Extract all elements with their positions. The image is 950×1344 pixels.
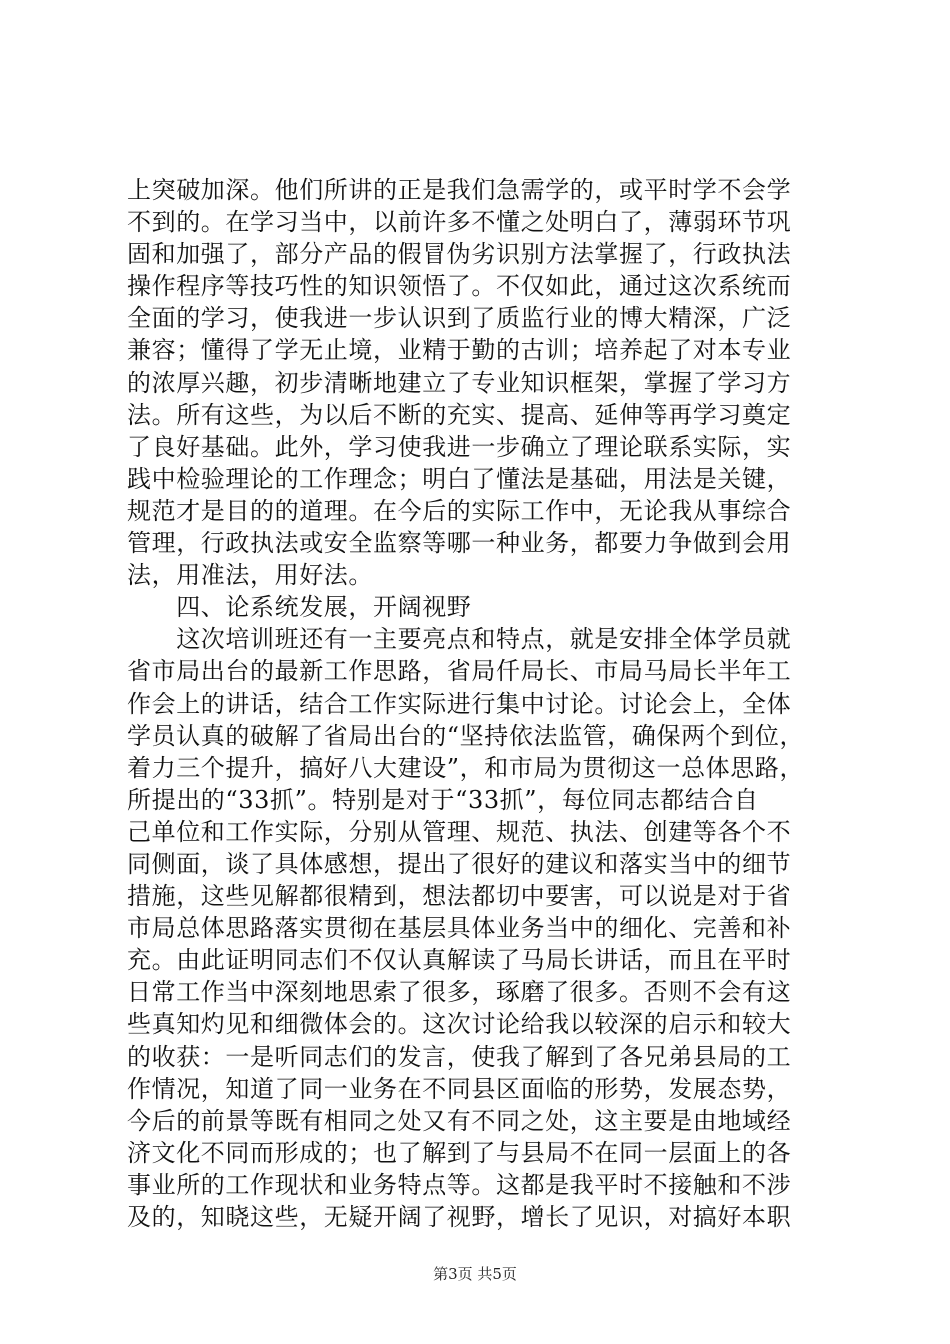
text-line: 操作程序等技巧性的知识领悟了。不仅如此，通过这次系统而 — [127, 272, 792, 301]
text-line: 事业所的工作现状和业务特点等。这都是我平时不接触和不涉 — [127, 1170, 792, 1199]
text-line: 上突破加深。他们所讲的正是我们急需学的，或平时学不会学 — [127, 176, 792, 204]
text-line: 固和加强了，部分产品的假冒伪劣识别方法掌握了，行政执法 — [127, 240, 792, 269]
text-line: 作会上的讲话，结合工作实际进行集中讨论。讨论会上，全体 — [127, 689, 792, 718]
text-line: 己单位和工作实际，分别从管理、规范、执法、创建等各个不 — [127, 817, 792, 846]
text-line: 的收获：一是听同志们的发言，使我了解到了各兄弟县局的工 — [127, 1042, 792, 1071]
text-line: 措施，这些见解都很精到，想法都切中要害，可以说是对于省 — [127, 882, 792, 911]
text-line: 市局总体思路落实贯彻在基层具体业务当中的细化、完善和补 — [127, 914, 792, 943]
text-line: 兼容；懂得了学无止境，业精于勤的古训；培养起了对本专业 — [127, 336, 792, 365]
text-line: 作情况，知道了同一业务在不同县区面临的形势，发展态势， — [127, 1074, 792, 1103]
text-line: 今后的前景等既有相同之处又有不同之处，这主要是由地域经 — [127, 1106, 792, 1135]
text-line: 法，用准法，用好法。 — [127, 561, 373, 590]
text-line: 全面的学习，使我进一步认识到了质监行业的博大精深，广泛 — [127, 304, 792, 333]
text-line: 日常工作当中深刻地思索了很多，琢磨了很多。否则不会有这 — [127, 978, 792, 1007]
text-line: 及的，知晓这些，无疑开阔了视野，增长了见识，对搞好本职 — [127, 1203, 792, 1231]
text-line: 践中检验理论的工作理念；明白了懂法是基础，用法是关键， — [127, 464, 792, 493]
text-line: 这次培训班还有一主要亮点和特点，就是安排全体学员就 — [127, 625, 792, 654]
text-line: 充。由此证明同志们不仅认真解读了马局长讲话，而且在平时 — [127, 946, 792, 975]
text-line: 济文化不同而形成的；也了解到了与县局不在同一层面上的各 — [127, 1138, 792, 1167]
section-heading: 四、论系统发展，开阔视野 — [127, 593, 472, 622]
body-text — [127, 174, 827, 1233]
text-line: 不到的。在学习当中，以前许多不懂之处明白了，薄弱环节巩 — [127, 208, 792, 237]
text-line: 的浓厚兴趣，初步清晰地建立了专业知识框架，掌握了学习方 — [127, 368, 792, 397]
text-line: 规范才是目的的道理。在今后的实际工作中，无论我从事综合 — [127, 496, 792, 525]
text-line: 省市局出台的最新工作思路，省局仟局长、市局马局长半年工 — [127, 657, 792, 686]
text-line: 学员认真的破解了省局出台的“坚持依法监管，确保两个到位， — [127, 721, 805, 750]
text-line: 管理，行政执法或安全监察等哪一种业务，都要力争做到会用 — [127, 529, 792, 558]
text-line: 着力三个提升，搞好八大建设”，和市局为贯彻这一总体思路， — [127, 753, 805, 782]
text-line: 了良好基础。此外，学习使我进一步确立了理论联系实际，实 — [127, 432, 792, 461]
text-line: 同侧面，谈了具体感想，提出了很好的建议和落实当中的细节 — [127, 849, 792, 878]
text-line: 法。所有这些，为以后不断的充实、提高、延伸等再学习奠定 — [127, 400, 792, 429]
text-line: 些真知灼见和细微体会的。这次讨论给我以较深的启示和较大 — [127, 1010, 792, 1039]
page-number: 第3页 共5页 — [433, 1265, 517, 1283]
text-line: 所提出的“33抓”。特别是对于“33抓”，每位同志都结合自 — [127, 785, 759, 814]
